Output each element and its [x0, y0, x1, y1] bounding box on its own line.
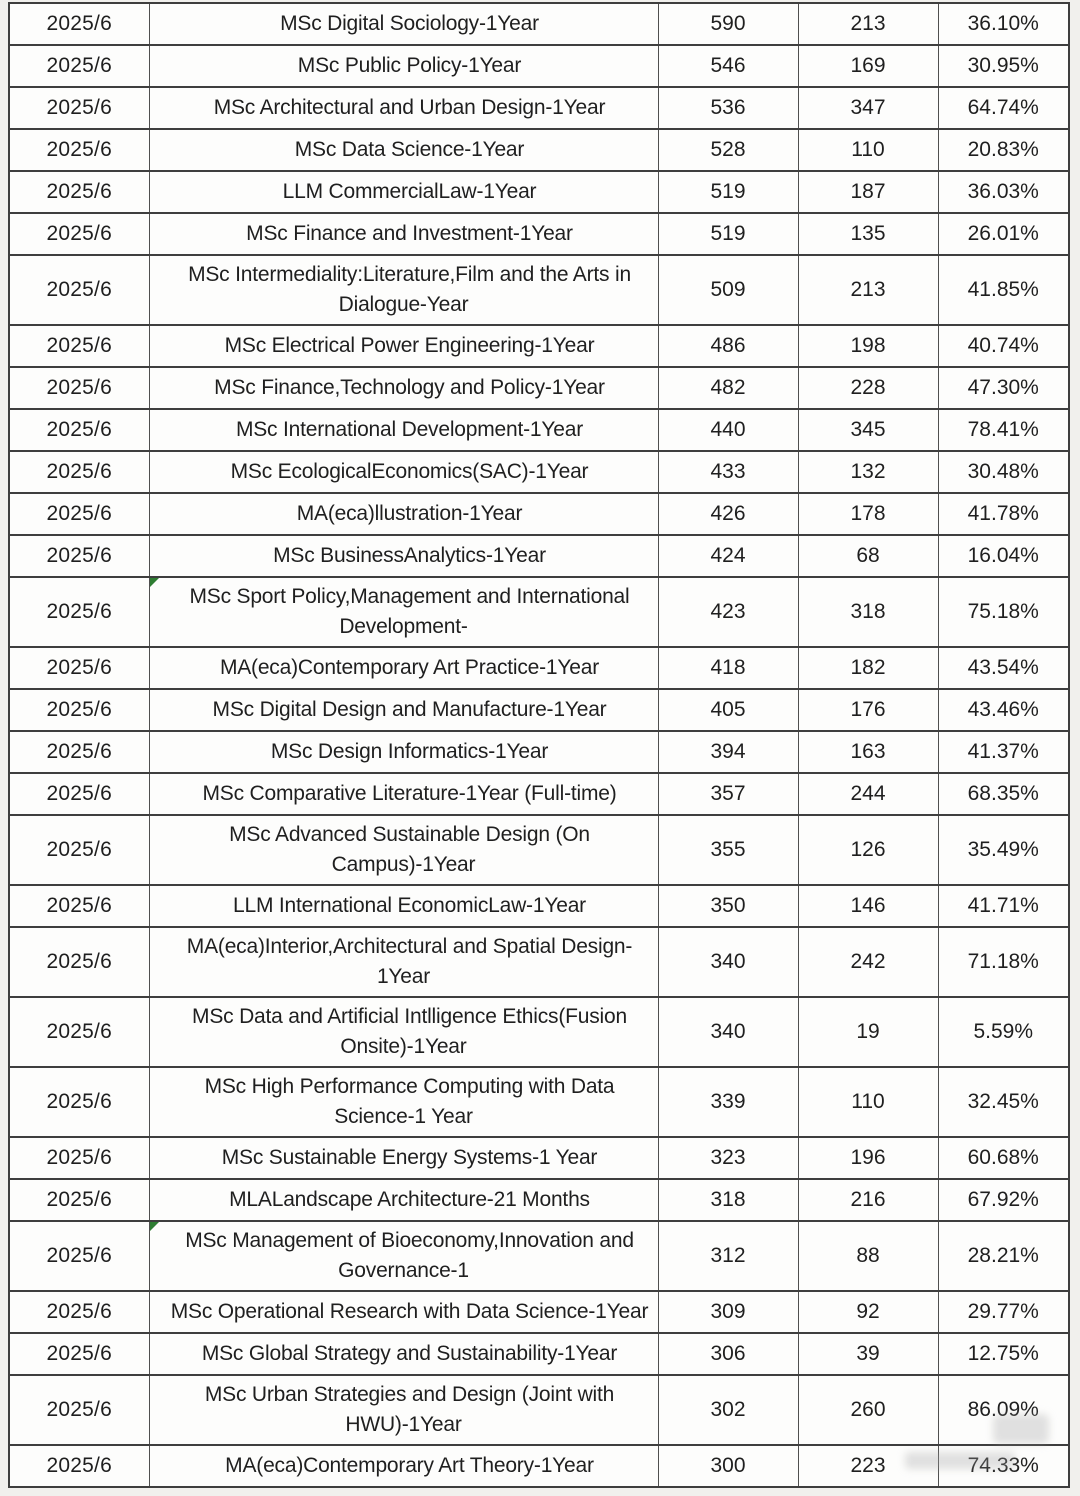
cell-rate: 41.85%: [938, 255, 1069, 325]
cell-rate: 30.48%: [938, 451, 1069, 493]
cell-offers: 39: [798, 1333, 938, 1375]
cell-offers: 146: [798, 885, 938, 927]
cell-rate: 32.45%: [938, 1067, 1069, 1137]
cell-date: 2025/6: [9, 367, 149, 409]
table-row: [9, 1445, 1069, 1487]
cell-program: MSc BusinessAnalytics-1Year: [149, 535, 658, 577]
table-row: [9, 493, 1069, 535]
table-row: [9, 1221, 1069, 1291]
table-row: [9, 773, 1069, 815]
table-row: [9, 689, 1069, 731]
cell-applications: 590: [658, 3, 798, 45]
cell-rate: 20.83%: [938, 129, 1069, 171]
cell-program: MSc Comparative Literature-1Year (Full-time): [149, 773, 658, 815]
cell-offers: 92: [798, 1291, 938, 1333]
cell-program: MSc Architectural and Urban Design-1Year: [149, 87, 658, 129]
cell-applications: 312: [658, 1221, 798, 1291]
cell-rate: 41.78%: [938, 493, 1069, 535]
cell-applications: 302: [658, 1375, 798, 1445]
cell-applications: 486: [658, 325, 798, 367]
admissions-table: [8, 2, 1070, 1488]
cell-applications: 433: [658, 451, 798, 493]
cell-program: MLALandscape Architecture-21 Months: [149, 1179, 658, 1221]
cell-date: 2025/6: [9, 1333, 149, 1375]
table-row: [9, 1067, 1069, 1137]
cell-applications: 519: [658, 213, 798, 255]
cell-program: MSc International Development-1Year: [149, 409, 658, 451]
cell-applications: 309: [658, 1291, 798, 1333]
cell-offers: 216: [798, 1179, 938, 1221]
cell-date: 2025/6: [9, 129, 149, 171]
cell-applications: 306: [658, 1333, 798, 1375]
cell-date: 2025/6: [9, 773, 149, 815]
cell-date: 2025/6: [9, 1445, 149, 1487]
admissions-table-container: [8, 2, 1070, 1488]
cell-offers: 169: [798, 45, 938, 87]
cell-applications: 339: [658, 1067, 798, 1137]
table-row: [9, 171, 1069, 213]
cell-rate: 60.68%: [938, 1137, 1069, 1179]
table-row: [9, 3, 1069, 45]
cell-offers: 132: [798, 451, 938, 493]
cell-rate: 5.59%: [938, 997, 1069, 1067]
cell-applications: 394: [658, 731, 798, 773]
cell-offers: 88: [798, 1221, 938, 1291]
cell-program: MSc Operational Research with Data Science-1Year: [149, 1291, 658, 1333]
cell-offers: 178: [798, 493, 938, 535]
cell-program: MSc Electrical Power Engineering-1Year: [149, 325, 658, 367]
cell-program: MA(eca)Contemporary Art Theory-1Year: [149, 1445, 658, 1487]
cell-rate: 26.01%: [938, 213, 1069, 255]
cell-date: 2025/6: [9, 885, 149, 927]
table-row: [9, 255, 1069, 325]
table-row: [9, 45, 1069, 87]
cell-offers: 223: [798, 1445, 938, 1487]
cell-offers: 110: [798, 129, 938, 171]
cell-program: MSc Finance and Investment-1Year: [149, 213, 658, 255]
cell-offers: 260: [798, 1375, 938, 1445]
cell-rate: 43.54%: [938, 647, 1069, 689]
cell-program: MSc Management of Bioeconomy,Innovation and Governance-1: [149, 1221, 658, 1291]
table-row: [9, 1291, 1069, 1333]
cell-date: 2025/6: [9, 927, 149, 997]
cell-offers: 19: [798, 997, 938, 1067]
cell-applications: 300: [658, 1445, 798, 1487]
cell-rate: 71.18%: [938, 927, 1069, 997]
cell-offers: 198: [798, 325, 938, 367]
cell-rate: 68.35%: [938, 773, 1069, 815]
cell-rate: 16.04%: [938, 535, 1069, 577]
cell-rate: 36.03%: [938, 171, 1069, 213]
cell-program: MSc Data Science-1Year: [149, 129, 658, 171]
cell-date: 2025/6: [9, 1137, 149, 1179]
cell-date: 2025/6: [9, 255, 149, 325]
cell-rate: 41.71%: [938, 885, 1069, 927]
table-row: [9, 1137, 1069, 1179]
cell-program: MSc Digital Sociology-1Year: [149, 3, 658, 45]
cell-applications: 355: [658, 815, 798, 885]
cell-rate: 67.92%: [938, 1179, 1069, 1221]
cell-program: MSc Finance,Technology and Policy-1Year: [149, 367, 658, 409]
table-row: [9, 409, 1069, 451]
cell-date: 2025/6: [9, 689, 149, 731]
cell-offers: 187: [798, 171, 938, 213]
cell-date: 2025/6: [9, 1067, 149, 1137]
table-body: [9, 3, 1069, 1487]
cell-date: 2025/6: [9, 493, 149, 535]
table-row: [9, 325, 1069, 367]
cell-offers: 68: [798, 535, 938, 577]
cell-applications: 536: [658, 87, 798, 129]
table-row: [9, 577, 1069, 647]
cell-date: 2025/6: [9, 171, 149, 213]
cell-offers: 126: [798, 815, 938, 885]
cell-rate: 40.74%: [938, 325, 1069, 367]
cell-date: 2025/6: [9, 577, 149, 647]
cell-applications: 340: [658, 927, 798, 997]
cell-date: 2025/6: [9, 87, 149, 129]
cell-program: MA(eca)llustration-1Year: [149, 493, 658, 535]
cell-date: 2025/6: [9, 213, 149, 255]
cell-offers: 213: [798, 255, 938, 325]
cell-applications: 405: [658, 689, 798, 731]
cell-offers: 345: [798, 409, 938, 451]
cell-program: MSc Digital Design and Manufacture-1Year: [149, 689, 658, 731]
cell-program: MSc Advanced Sustainable Design (On Campus)-1Year: [149, 815, 658, 885]
cell-program: MSc High Performance Computing with Data Science-1 Year: [149, 1067, 658, 1137]
cell-date: 2025/6: [9, 451, 149, 493]
cell-rate: 29.77%: [938, 1291, 1069, 1333]
table-row: [9, 535, 1069, 577]
cell-applications: 323: [658, 1137, 798, 1179]
cell-program: MSc Design Informatics-1Year: [149, 731, 658, 773]
table-row: [9, 885, 1069, 927]
cell-applications: 423: [658, 577, 798, 647]
cell-program: MSc Public Policy-1Year: [149, 45, 658, 87]
cell-date: 2025/6: [9, 997, 149, 1067]
cell-program: LLM International EconomicLaw-1Year: [149, 885, 658, 927]
table-row: [9, 87, 1069, 129]
cell-date: 2025/6: [9, 1179, 149, 1221]
table-row: [9, 1375, 1069, 1445]
cell-rate: 28.21%: [938, 1221, 1069, 1291]
cell-applications: 340: [658, 997, 798, 1067]
cell-applications: 350: [658, 885, 798, 927]
cell-rate: 43.46%: [938, 689, 1069, 731]
cell-program: MSc EcologicalEconomics(SAC)-1Year: [149, 451, 658, 493]
cell-rate: 74.33%: [938, 1445, 1069, 1487]
cell-date: 2025/6: [9, 1375, 149, 1445]
cell-applications: 318: [658, 1179, 798, 1221]
cell-offers: 182: [798, 647, 938, 689]
cell-date: 2025/6: [9, 815, 149, 885]
cell-rate: 12.75%: [938, 1333, 1069, 1375]
cell-applications: 482: [658, 367, 798, 409]
table-row: [9, 367, 1069, 409]
cell-date: 2025/6: [9, 1221, 149, 1291]
table-row: [9, 647, 1069, 689]
cell-offers: 110: [798, 1067, 938, 1137]
cell-applications: 519: [658, 171, 798, 213]
cell-program: MSc Global Strategy and Sustainability-1Year: [149, 1333, 658, 1375]
cell-date: 2025/6: [9, 731, 149, 773]
cell-applications: 357: [658, 773, 798, 815]
cell-rate: 78.41%: [938, 409, 1069, 451]
cell-applications: 418: [658, 647, 798, 689]
cell-program: MSc Sport Policy,Management and International Development-: [149, 577, 658, 647]
cell-applications: 528: [658, 129, 798, 171]
table-row: [9, 213, 1069, 255]
cell-offers: 242: [798, 927, 938, 997]
cell-offers: 347: [798, 87, 938, 129]
cell-program: LLM CommercialLaw-1Year: [149, 171, 658, 213]
cell-rate: 64.74%: [938, 87, 1069, 129]
cell-rate: 86.09%: [938, 1375, 1069, 1445]
cell-date: 2025/6: [9, 1291, 149, 1333]
cell-rate: 36.10%: [938, 3, 1069, 45]
table-row: [9, 1179, 1069, 1221]
table-row: [9, 1333, 1069, 1375]
cell-rate: 30.95%: [938, 45, 1069, 87]
cell-program: MA(eca)Interior,Architectural and Spatial Design-1Year: [149, 927, 658, 997]
cell-rate: 47.30%: [938, 367, 1069, 409]
cell-program: MSc Urban Strategies and Design (Joint with HWU)-1Year: [149, 1375, 658, 1445]
table-row: [9, 451, 1069, 493]
table-row: [9, 815, 1069, 885]
cell-offers: 318: [798, 577, 938, 647]
cell-date: 2025/6: [9, 409, 149, 451]
cell-rate: 35.49%: [938, 815, 1069, 885]
cell-offers: 176: [798, 689, 938, 731]
cell-applications: 546: [658, 45, 798, 87]
cell-program: MA(eca)Contemporary Art Practice-1Year: [149, 647, 658, 689]
table-row: [9, 731, 1069, 773]
cell-applications: 440: [658, 409, 798, 451]
cell-date: 2025/6: [9, 45, 149, 87]
cell-rate: 75.18%: [938, 577, 1069, 647]
cell-applications: 424: [658, 535, 798, 577]
cell-program: MSc Data and Artificial Intlligence Ethics(Fusion Onsite)-1Year: [149, 997, 658, 1067]
cell-applications: 426: [658, 493, 798, 535]
cell-applications: 509: [658, 255, 798, 325]
cell-date: 2025/6: [9, 325, 149, 367]
cell-rate: 41.37%: [938, 731, 1069, 773]
cell-offers: 244: [798, 773, 938, 815]
cell-offers: 135: [798, 213, 938, 255]
cell-offers: 213: [798, 3, 938, 45]
cell-program: MSc Intermediality:Literature,Film and the Arts in Dialogue-Year: [149, 255, 658, 325]
cell-offers: 228: [798, 367, 938, 409]
cell-program: MSc Sustainable Energy Systems-1 Year: [149, 1137, 658, 1179]
cell-offers: 163: [798, 731, 938, 773]
table-row: [9, 129, 1069, 171]
cell-date: 2025/6: [9, 647, 149, 689]
cell-date: 2025/6: [9, 535, 149, 577]
table-row: [9, 997, 1069, 1067]
table-row: [9, 927, 1069, 997]
cell-date: 2025/6: [9, 3, 149, 45]
cell-offers: 196: [798, 1137, 938, 1179]
